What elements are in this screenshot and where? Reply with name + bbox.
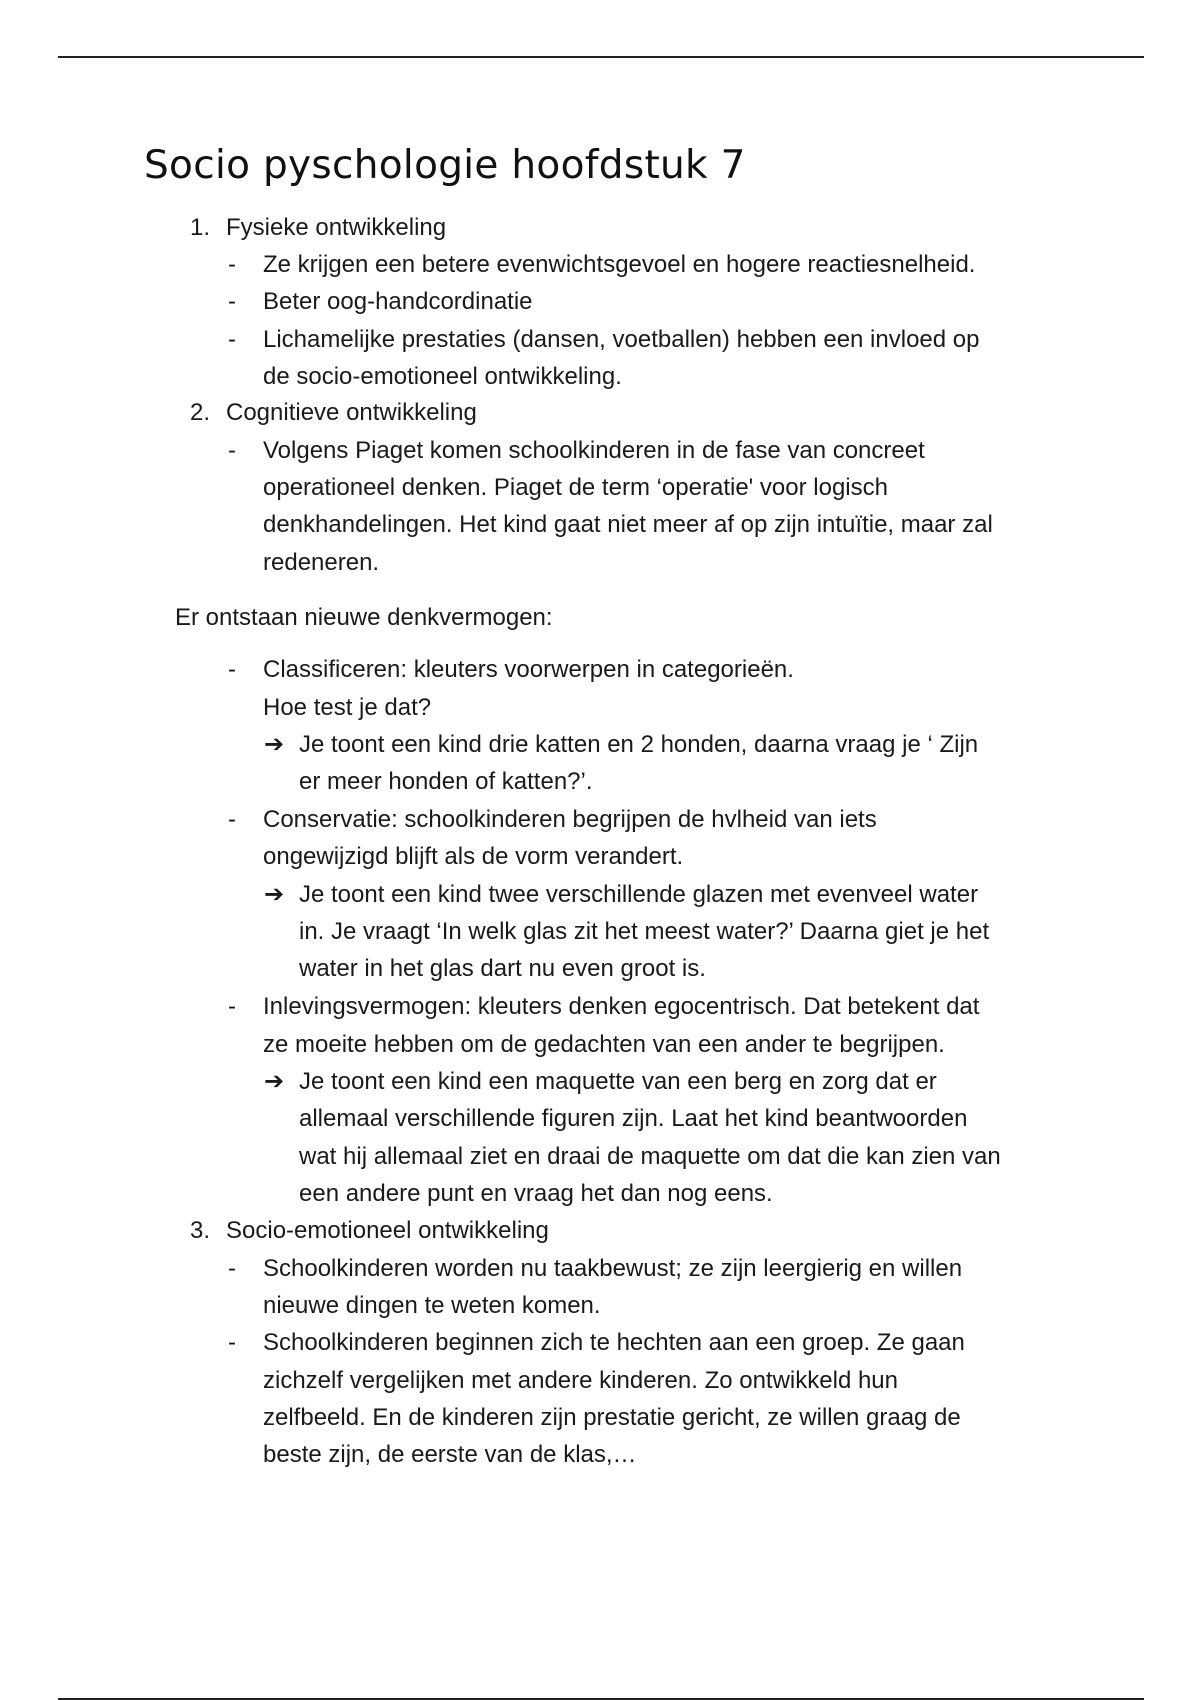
- bullet-text: ze moeite hebben om de gedachten van een ander te begrijpen.: [263, 1031, 945, 1058]
- arrow-text: een andere punt en vraag het dan nog eens.: [299, 1180, 773, 1207]
- bullet-text: denkhandelingen. Het kind gaat niet meer af op zijn intuïtie, maar zal: [263, 511, 993, 538]
- bullet-text: zichzelf vergelijken met andere kinderen. Zo ontwikkeld hun: [263, 1367, 899, 1394]
- section-heading-socio-emotioneel: Socio-emotioneel ontwikkeling: [226, 1217, 549, 1244]
- arrow-bullet-icon: ➔: [264, 731, 285, 758]
- bullet-dash: -: [228, 806, 236, 833]
- bullet-text: beste zijn, de eerste van de klas,…: [263, 1441, 637, 1468]
- bullet-text: Schoolkinderen beginnen zich te hechten aan een groep. Ze gaan: [263, 1329, 965, 1356]
- arrow-text: wat hij allemaal ziet en draai de maquette om dat die kan zien van: [299, 1143, 1001, 1170]
- bullet-text: Hoe test je dat?: [263, 694, 432, 721]
- bullet-text: redeneren.: [263, 549, 380, 576]
- bullet-text: operationeel denken. Piaget de term ‘operatie' voor logisch: [263, 474, 888, 501]
- bullet-dash: -: [228, 288, 236, 315]
- bullet-dash: -: [228, 993, 236, 1020]
- bullet-text: Ze krijgen een betere evenwichtsgevoel en hogere reactiesnelheid.: [263, 251, 976, 278]
- bullet-dash: -: [228, 1255, 236, 1282]
- arrow-bullet-icon: ➔: [264, 1068, 285, 1095]
- bullet-text: Classificeren: kleuters voorwerpen in categorieën.: [263, 656, 794, 683]
- section-heading-cognitieve: Cognitieve ontwikkeling: [226, 399, 477, 426]
- section-heading-fysieke: Fysieke ontwikkeling: [226, 214, 447, 241]
- arrow-text: allemaal verschillende figuren zijn. Laat het kind beantwoorden: [299, 1105, 968, 1132]
- arrow-text: Je toont een kind een maquette van een berg en zorg dat er: [299, 1068, 937, 1095]
- list-number-2: 2.: [190, 399, 211, 426]
- bullet-dash: -: [228, 326, 236, 353]
- arrow-text: water in het glas dart nu even groot is.: [299, 955, 706, 982]
- bullet-dash: -: [228, 437, 236, 464]
- arrow-text: er meer honden of katten?’.: [299, 768, 593, 795]
- bullet-text: Inlevingsvermogen: kleuters denken egocentrisch. Dat betekent dat: [263, 993, 980, 1020]
- bullet-text: Beter oog-handcordinatie: [263, 288, 533, 315]
- arrow-text: Je toont een kind drie katten en 2 honden, daarna vraag je ‘ Zijn: [299, 731, 979, 758]
- page-title: Socio pyschologie hoofdstuk 7: [144, 143, 746, 188]
- list-number-1: 1.: [190, 214, 211, 241]
- bullet-text: Schoolkinderen worden nu taakbewust; ze zijn leergierig en willen: [263, 1255, 963, 1282]
- bullet-text: Lichamelijke prestaties (dansen, voetballen) hebben een invloed op: [263, 326, 980, 353]
- arrow-text: in. Je vraagt ‘In welk glas zit het meest water?’ Daarna giet je het: [299, 918, 990, 945]
- bullet-dash: -: [228, 251, 236, 278]
- arrow-text: Je toont een kind twee verschillende glazen met evenveel water: [299, 881, 979, 908]
- bullet-text: ongewijzigd blijft als de vorm verandert.: [263, 843, 684, 870]
- bullet-text: Conservatie: schoolkinderen begrijpen de hvlheid van iets: [263, 806, 877, 833]
- bullet-dash: -: [228, 656, 236, 683]
- arrow-bullet-icon: ➔: [264, 881, 285, 908]
- bullet-text: nieuwe dingen te weten komen.: [263, 1292, 601, 1319]
- bullet-text: zelfbeeld. En de kinderen zijn prestatie gericht, ze willen graag de: [263, 1404, 961, 1431]
- paragraph-intro: Er ontstaan nieuwe denkvermogen:: [175, 604, 553, 631]
- header-rule: [58, 56, 1144, 58]
- list-number-3: 3.: [190, 1217, 211, 1244]
- bullet-text: de socio-emotioneel ontwikkeling.: [263, 363, 622, 390]
- bullet-text: Volgens Piaget komen schoolkinderen in de fase van concreet: [263, 437, 925, 464]
- bullet-dash: -: [228, 1329, 236, 1356]
